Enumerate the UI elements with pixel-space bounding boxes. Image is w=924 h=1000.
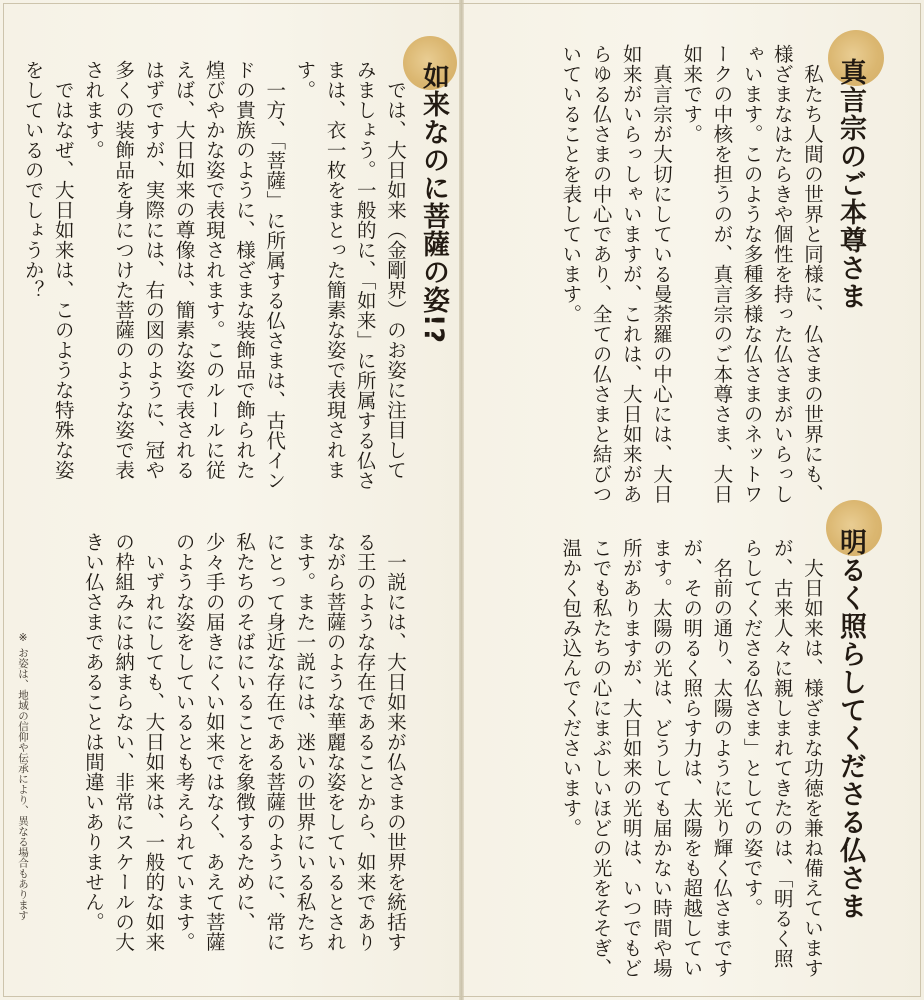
paragraph: ではなぜ、大日如来は、このような特殊な姿をしているのでしょうか？ — [21, 60, 75, 480]
paragraph: 私たち人間の世界と同様に、仏さまの世界にも、様ざまなはたらきや個性を持った仏さまがいらっしゃいます。このような多種多様な仏さまのネットワークの中核を担うのが、真言宗のご本尊さま、大日如来です。 — [680, 44, 824, 504]
paragraph: 真言宗が大切にしている曼荼羅の中心には、大日如来がいらっしゃいますが、これは、大日如来があらゆる仏さまの中心であり、全ての仏さまと結びついていることを表しています。 — [559, 44, 673, 504]
section-body-nyorai — [17, 60, 410, 498]
section-title-honzon: 真言宗のご本尊さま — [835, 58, 866, 310]
paragraph: 名前の通り、太陽のように光り輝く仏さまですが、その明るく照らす力は、太陽をも超越しています。太陽の光は、どうしても届かない時間や場所がありますが、大日如来の光明は、いつでもどこでも私たちの心にまぶしいほどの光をそそぎ、温かく包み込んでくださいます。 — [559, 538, 734, 978]
paragraph: 一方、「菩薩」に所属する仏さまは、古代インドの貴族のように、様ざまな装飾品で飾られた煌びやかな姿で表現されます。このルールに従えば、大日如来の尊像は、簡素な姿で表されるはずですが、実際には、右の図のように、冠や多くの装飾品を身につけた菩薩のような姿で表されます。 — [81, 60, 287, 490]
paragraph: いずれにしても、大日如来は、一般的な如来の枠組みには納まらない、非常にスケールの大きい仏さまであることは間違いありません。 — [81, 532, 166, 952]
footnote: ※ お姿は、地域の信仰や伝承により、異なる場合もあります — [17, 632, 29, 921]
section-body-honzon — [555, 44, 827, 506]
section-title-akaruku: 明るく照らしてくださる仏さま — [835, 528, 866, 920]
paragraph: 一説には、大日如来が仏さまの世界を統括する王のような存在であることから、如来でありながら菩薩のような華麗な姿をしているとされます。また一説には、迷いの世界にいる私たちにとって身近な存在である菩薩のように、常に私たちのそばにいることを象徴するために、少々手の届きにくい如来ではなく、あえて菩薩のような姿をしているとも考えられています。 — [172, 532, 407, 952]
section-title-nyorai: 如来なのに菩薩の姿!? — [418, 62, 449, 344]
paragraph: では、大日如来（金剛界）のお姿に注目してみましょう。一般的に、「如来」に所属する仏さまは、衣一枚をまとった簡素な姿で表現されます。 — [293, 60, 407, 491]
section-body-issetsu — [78, 532, 410, 968]
paragraph: 大日如来は、様ざまな功徳を兼ね備えていますが、古来人々に親しまれてきたのは、「明るく照らしてくださる仏さま」としての姿です。 — [740, 538, 824, 978]
section-body-akaruku — [555, 538, 827, 978]
